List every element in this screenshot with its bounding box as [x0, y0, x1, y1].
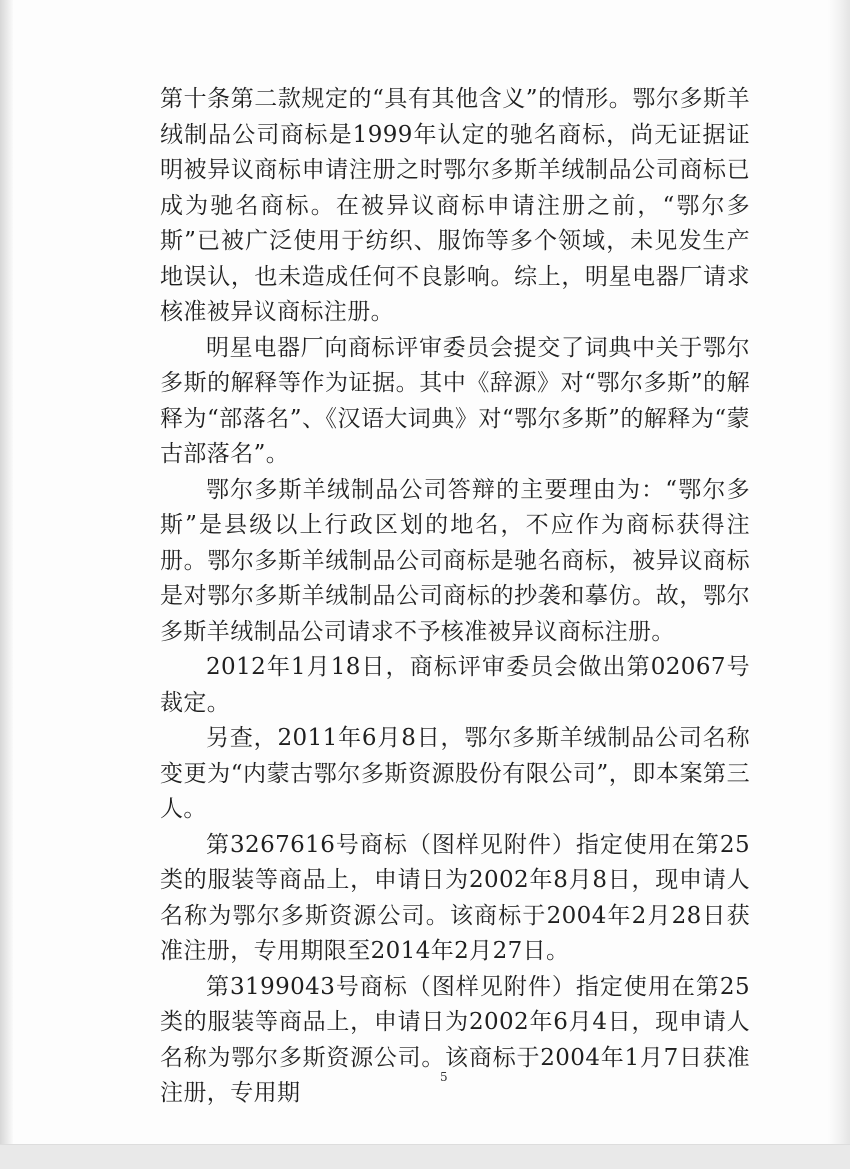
document-body	[160, 82, 750, 1112]
paragraph-continued-opinion: 第十条第二款规定的“具有其他含义”的情形。鄂尔多斯羊绒制品公司商标是1999年认定的驰名商标，尚无证据证明被异议商标申请注册之时鄂尔多斯羊绒制品公司商标已成为驰名商标。在被异议商标申请注册之前，“鄂尔多斯”已被广泛使用于纺织、服饰等多个领域，未见发生产地误认，也未造成任何不良影响。综上，明星电器厂请求核准被异议商标注册。	[160, 86, 750, 325]
paragraph-ruling-date: 2012年1月18日，商标评审委员会做出第02067号裁定。	[160, 654, 750, 716]
left-scan-shadow	[0, 0, 13, 1169]
paragraph-name-change: 另查，2011年6月8日，鄂尔多斯羊绒制品公司名称变更为“内蒙古鄂尔多斯资源股份有限公司”，即本案第三人。	[160, 725, 750, 822]
paragraph-trademark-3199043: 第3199043号商标（图样见附件）指定使用在第25类的服装等商品上，申请日为2002年6月4日，现申请人名称为鄂尔多斯资源公司。该商标于2004年1月7日获准注册，专用期	[160, 973, 750, 1106]
paragraph-trademark-3267616: 第3267616号商标（图样见附件）指定使用在第25类的服装等商品上，申请日为2002年8月8日，现申请人名称为鄂尔多斯资源公司。该商标于2004年2月28日获准注册，专用期限至2014年2月27日。	[160, 831, 750, 964]
page-number: 5	[440, 1070, 448, 1084]
right-scan-shadow	[828, 0, 850, 1169]
paragraph-defense: 鄂尔多斯羊绒制品公司答辩的主要理由为：“鄂尔多斯”是县级以上行政区划的地名，不应作为商标获得注册。鄂尔多斯羊绒制品公司商标是驰名商标，被异议商标是对鄂尔多斯羊绒制品公司商标的抄袭和摹仿。故，鄂尔多斯羊绒制品公司请求不予核准被异议商标注册。	[160, 476, 750, 645]
bottom-scan-band	[0, 1145, 850, 1169]
paragraph-evidence: 明星电器厂向商标评审委员会提交了词典中关于鄂尔多斯的解释等作为证据。其中《辞源》对“鄂尔多斯”的解释为“部落名”、《汉语大词典》对“鄂尔多斯”的解释为“蒙古部落名”。	[160, 334, 750, 467]
